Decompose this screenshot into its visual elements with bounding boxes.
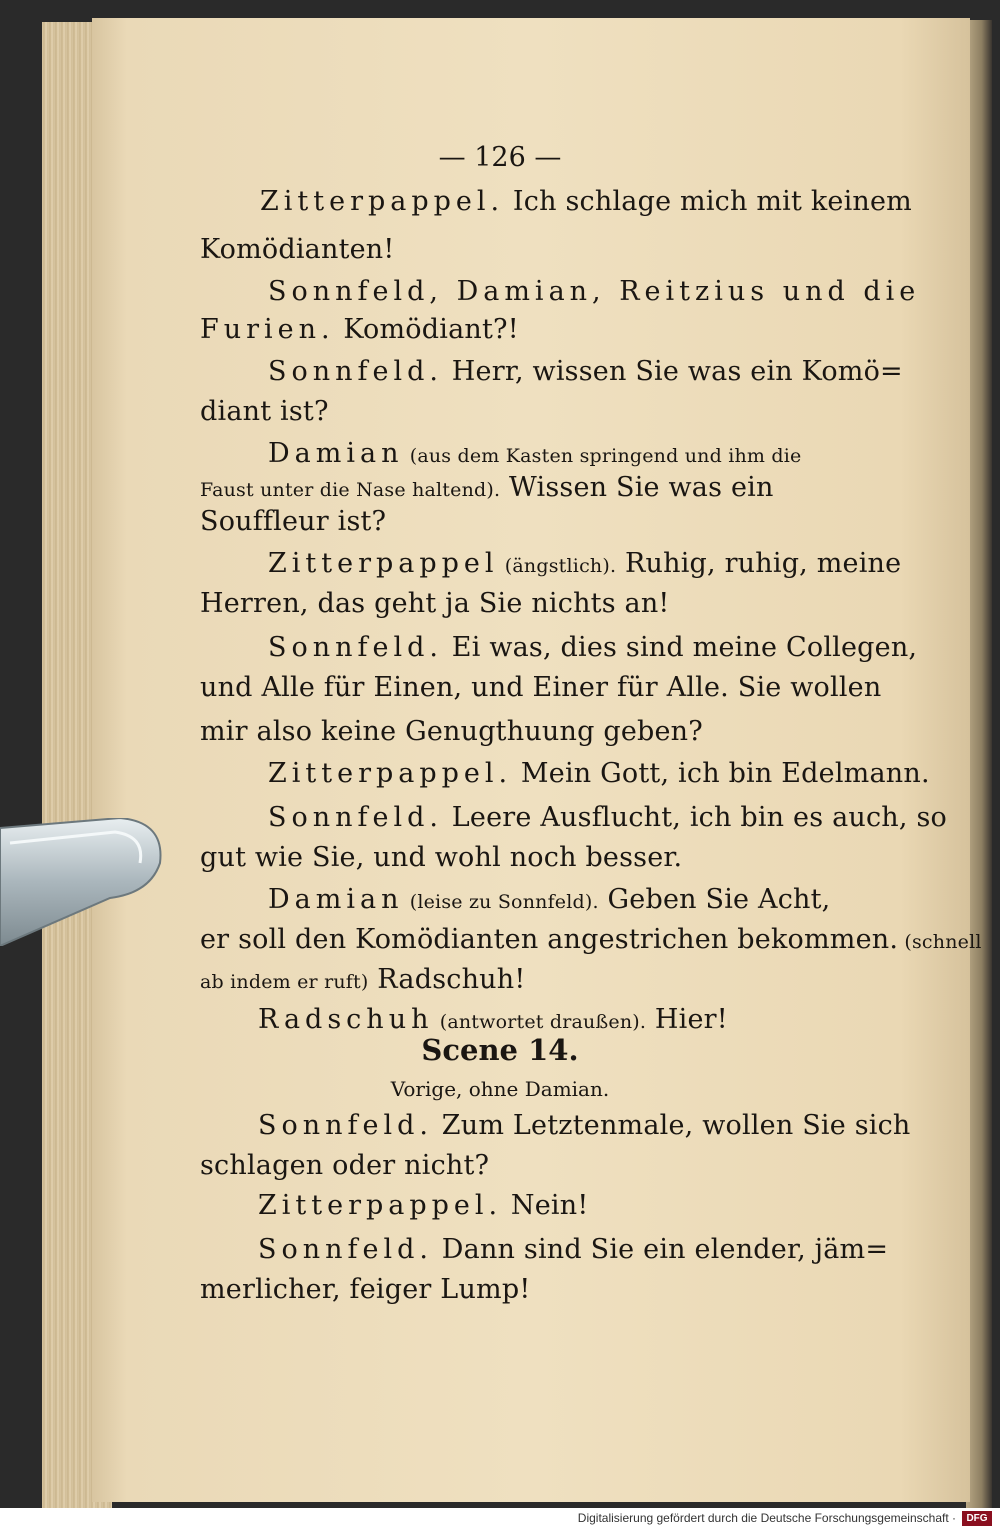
text-line xyxy=(200,234,394,265)
stage-direction: Faust unter die Nase haltend). xyxy=(200,479,501,501)
page-number: — 126 — xyxy=(438,142,562,173)
text-line xyxy=(200,672,881,703)
text-line xyxy=(200,396,329,427)
dialogue-text: gut wie Sie, und wohl noch besser. xyxy=(200,842,683,873)
dialogue-text: merlicher, feiger Lump! xyxy=(200,1274,531,1305)
text-line xyxy=(200,1274,530,1305)
dialogue-text: Ich schlage mich mit keinem xyxy=(504,186,912,217)
text-line xyxy=(200,472,774,503)
dialogue-text: Ei was, dies sind meine Collegen, xyxy=(443,632,918,663)
speaker-name: Zitterpappel. xyxy=(258,1190,503,1221)
speaker-name: Sonnfeld. xyxy=(268,802,444,833)
text-line xyxy=(268,802,947,833)
speaker-name: Furien. xyxy=(200,314,335,345)
text-line xyxy=(268,438,801,469)
text-line xyxy=(200,588,669,619)
dialogue-text: Nein! xyxy=(502,1190,589,1221)
speaker-name: Radschuh xyxy=(258,1004,434,1035)
text-line xyxy=(258,1190,588,1221)
speaker-name: Damian xyxy=(268,438,404,469)
dialogue-text: Ruhig, ruhig, meine xyxy=(616,548,902,579)
text-line xyxy=(200,716,703,747)
speaker-name: Zitterpappel xyxy=(268,548,499,579)
dialogue-text: Geben Sie Acht, xyxy=(598,884,831,915)
text-line xyxy=(258,1234,888,1265)
dialogue-text: Souffleur ist? xyxy=(200,506,387,537)
dialogue-text: Dann sind Sie ein elender, jäm= xyxy=(433,1234,889,1265)
speaker-name: Sonnfeld. xyxy=(258,1110,434,1141)
text-line xyxy=(268,356,903,387)
dialogue-text: Komödianten! xyxy=(200,234,395,265)
stage-direction: (aus dem Kasten springend und ihm die xyxy=(403,445,802,467)
dialogue-text: mir also keine Genugthuung geben? xyxy=(200,716,703,747)
stage-direction: (schnell xyxy=(898,931,982,953)
dialogue-text: Herren, das geht ja Sie nichts an! xyxy=(200,588,670,619)
dialogue-text: und Alle für Einen, und Einer für Alle. Sie wollen xyxy=(200,672,882,703)
stage-direction: (leise zu Sonnfeld). xyxy=(403,891,599,913)
dialogue-text: Komödiant?! xyxy=(334,314,519,345)
dialogue-text: diant ist? xyxy=(200,396,329,427)
text-line xyxy=(200,1150,489,1181)
stage-direction: (ängstlich). xyxy=(498,555,617,577)
text-line xyxy=(258,1004,728,1035)
speaker-name: Sonnfeld. xyxy=(268,632,444,663)
stage-direction: (antwortet draußen). xyxy=(433,1011,647,1033)
scene-subtitle: Vorige, ohne Damian. xyxy=(390,1077,610,1101)
dialogue-text: Hier! xyxy=(646,1004,728,1035)
text-line xyxy=(260,186,912,217)
dialogue-text: er soll den Komödianten angestrichen bekommen. xyxy=(200,924,899,955)
text-line xyxy=(258,1110,911,1141)
speaker-name: Zitterpappel. xyxy=(260,186,505,217)
dialogue-text: Mein Gott, ich bin Edelmann. xyxy=(512,758,930,789)
dialogue-text: Leere Ausflucht, ich bin es auch, so xyxy=(443,802,947,833)
footer-credit: Digitalisierung gefördert durch die Deutsche Forschungsgemeinschaft · xyxy=(577,1511,956,1525)
text-line xyxy=(200,964,525,995)
text-line xyxy=(268,276,920,307)
dialogue-text: Zum Letztenmale, wollen Sie sich xyxy=(433,1110,911,1141)
speaker-name: Sonnfeld, Damian, Reitzius und die xyxy=(268,276,921,307)
dialogue-text: Herr, wissen Sie was ein Komö= xyxy=(443,356,903,387)
dfg-logo: DFG xyxy=(962,1511,992,1526)
page-clip-icon xyxy=(0,818,165,946)
text-line xyxy=(200,924,982,955)
text-line xyxy=(268,884,830,915)
speaker-name: Sonnfeld. xyxy=(258,1234,434,1265)
dialogue-text: Radschuh! xyxy=(368,964,526,995)
text-line xyxy=(268,548,901,579)
speaker-name: Zitterpappel. xyxy=(268,758,513,789)
text-line xyxy=(268,758,930,789)
text-line xyxy=(200,842,682,873)
text-line xyxy=(268,632,917,663)
dialogue-text: Wissen Sie was ein xyxy=(500,472,774,503)
digitization-footer xyxy=(0,1508,1000,1531)
text-line xyxy=(200,506,386,537)
speaker-name: Sonnfeld. xyxy=(268,356,444,387)
text-line xyxy=(200,314,519,345)
scene-heading: Scene 14. xyxy=(421,1033,579,1067)
dialogue-text: schlagen oder nicht? xyxy=(200,1150,490,1181)
speaker-name: Damian xyxy=(268,884,404,915)
stage-direction: ab indem er ruft) xyxy=(200,971,369,993)
